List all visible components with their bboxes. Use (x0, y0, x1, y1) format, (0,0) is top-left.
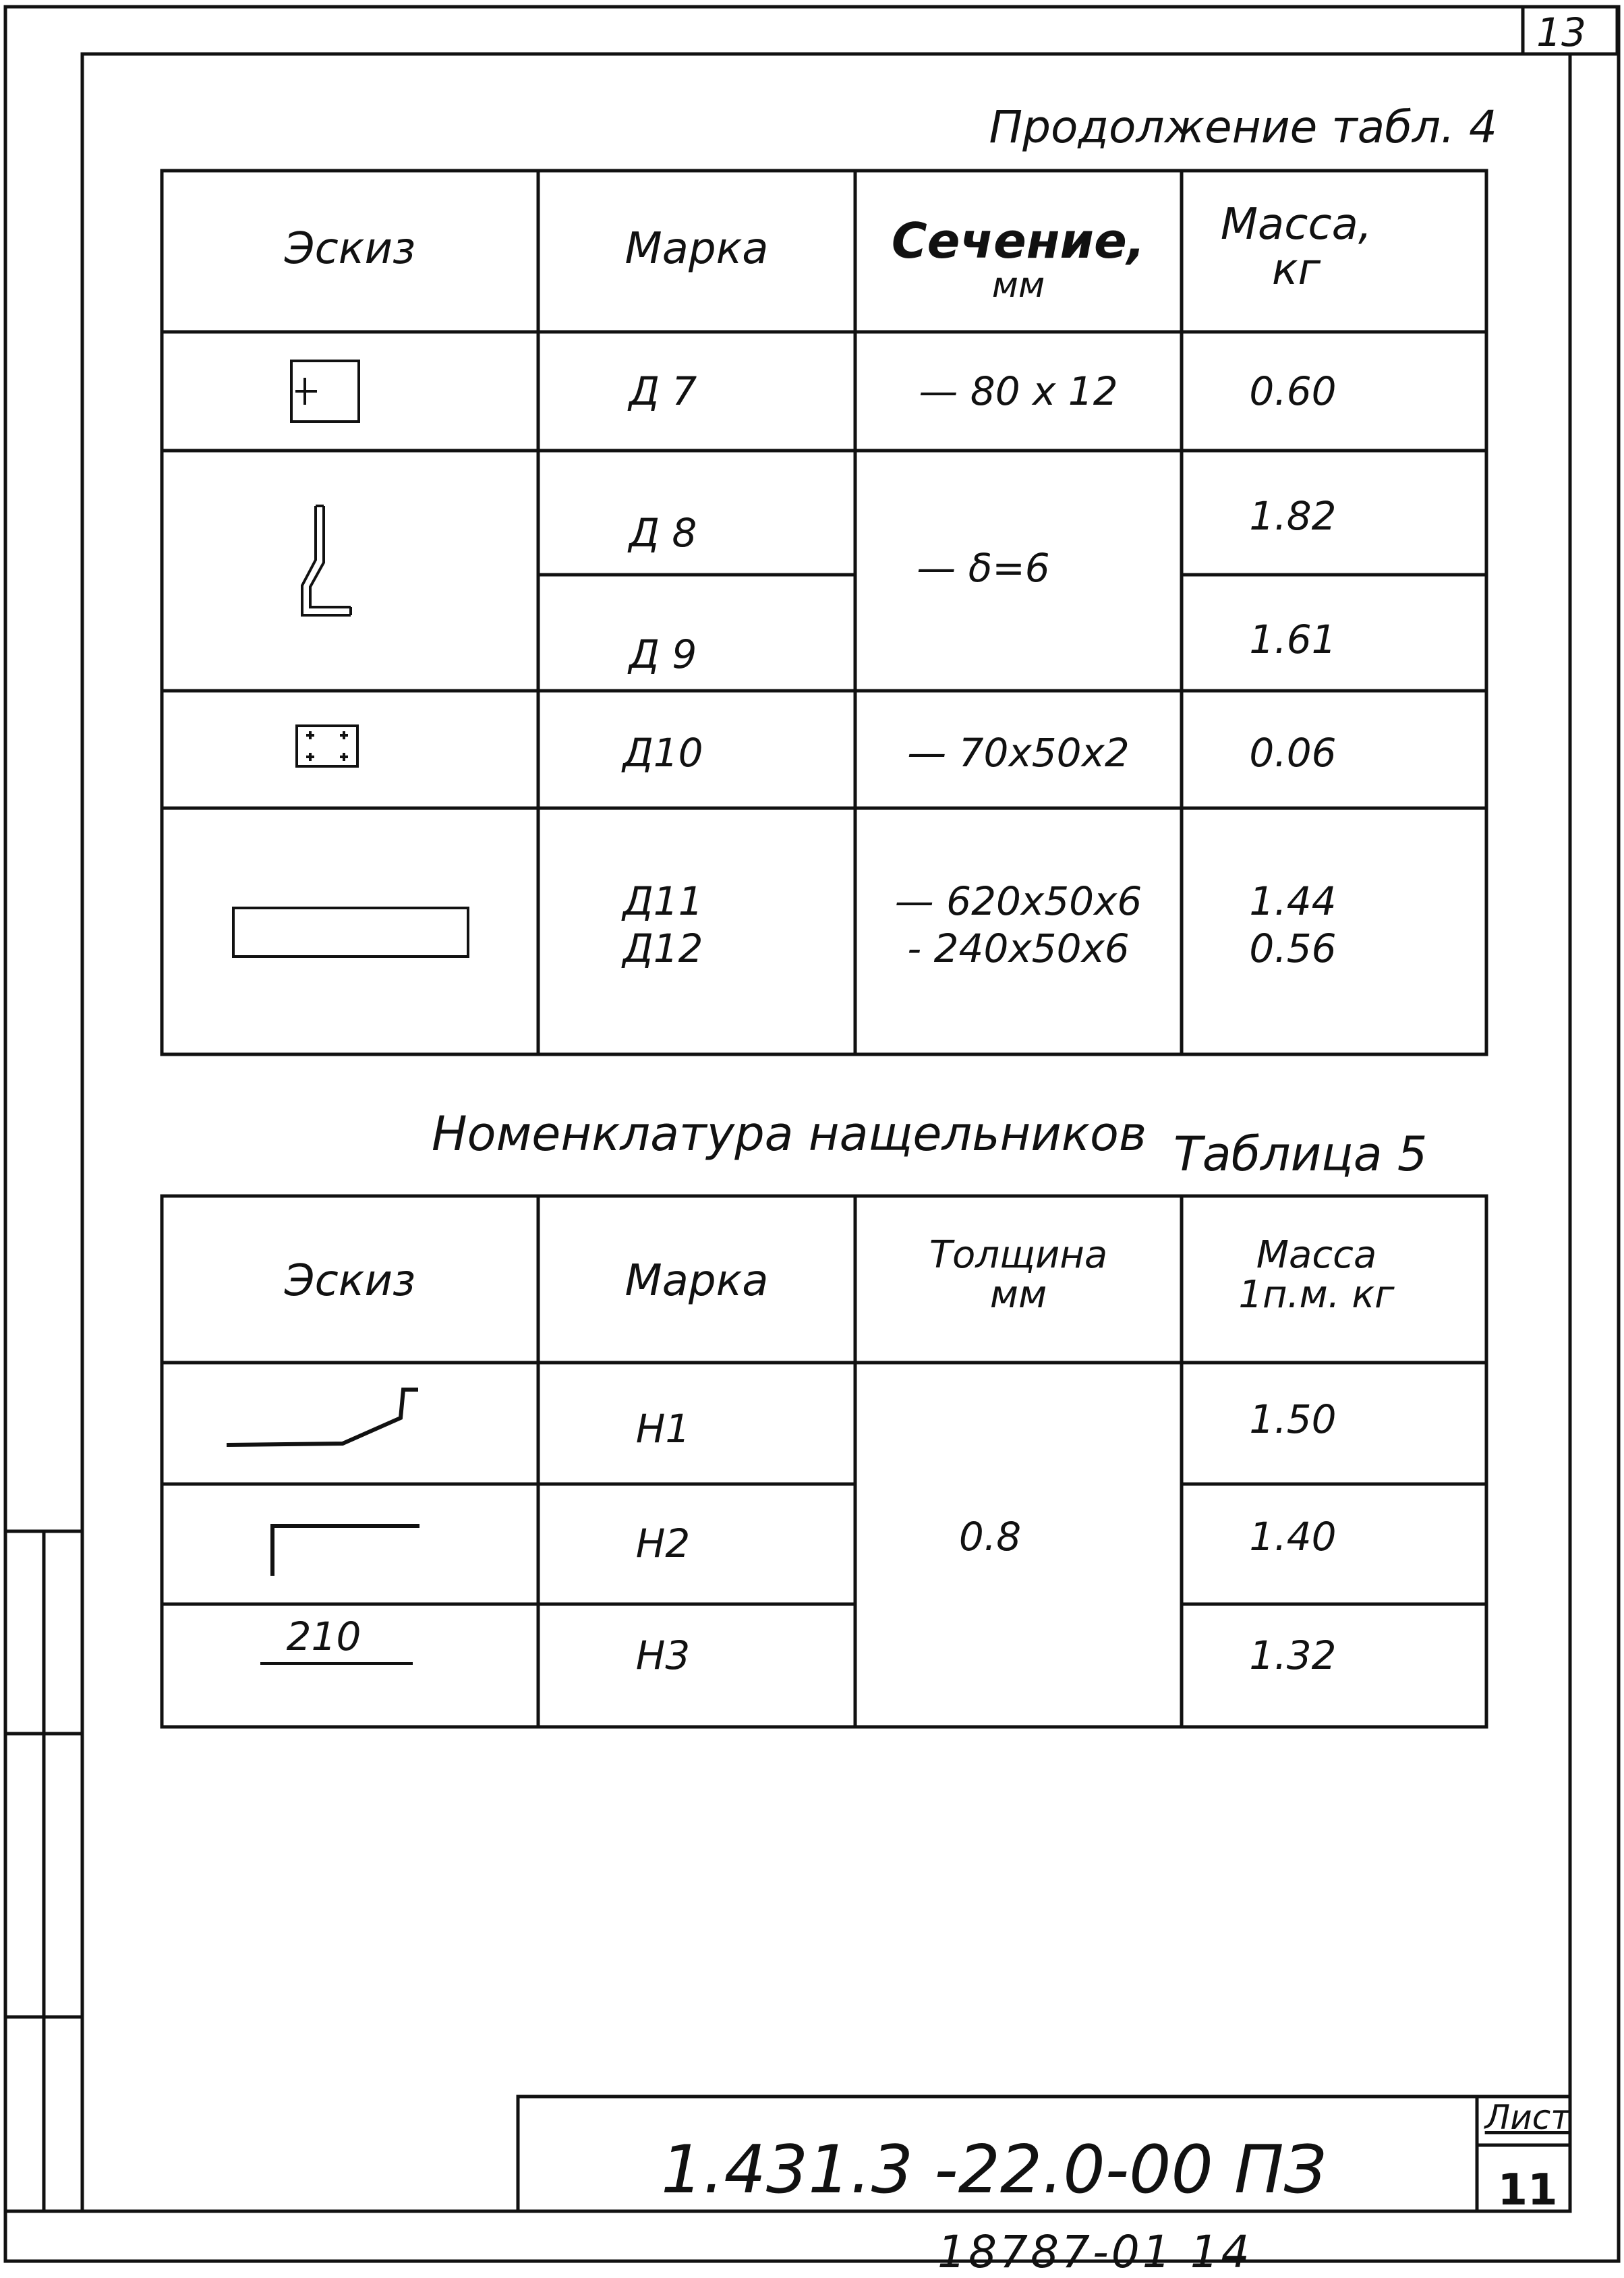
table4-header-mark: Марка (625, 224, 769, 274)
table4-row1-mark: Д 7 (629, 368, 697, 414)
table5-header-mass (1182, 1233, 1451, 1317)
table5-row2-mark: Н2 (635, 1520, 691, 1566)
table5-row1-mass: 1.50 (1249, 1396, 1337, 1442)
table4-header-section-unit: мм (991, 264, 1045, 306)
table5-row3-sketch-dimension: 210 (286, 1614, 361, 1659)
archive-number: 18787-01 14 (937, 2226, 1252, 2278)
table4-row1-section: — 80 х 12 (919, 368, 1118, 414)
document-code: 1.431.3 -22.0-00 ПЗ (661, 2132, 1327, 2209)
table4-row6-mass: 0.56 (1249, 926, 1337, 971)
table4-continuation-caption: Продолжение табл. 4 (989, 101, 1497, 153)
table5-header-mark: Марка (625, 1256, 769, 1306)
table5-row3-mass: 1.32 (1249, 1632, 1337, 1678)
table4-row5-section: — 620х50х6 (894, 878, 1142, 924)
table4-header-mass-unit: кг (1271, 245, 1321, 295)
table4-row4-section: — 70х50х2 (907, 730, 1130, 776)
plate-with-holes-icon (297, 726, 357, 766)
table5-header-sketch: Эскиз (284, 1256, 416, 1306)
table4-row6-mark: Д12 (622, 926, 703, 971)
table5-header-thickness-unit: мм (989, 1272, 1047, 1317)
table4-header-section (855, 212, 1182, 306)
table4-header-section-title: Сечение, (891, 212, 1146, 269)
bent-strip-icon (302, 506, 351, 615)
table4-row1-mass: 0.60 (1249, 368, 1337, 414)
square-plate-icon (291, 361, 359, 422)
table4-row2-section: — δ=6 (917, 545, 1050, 591)
table5-header-thickness-title: Толщина (929, 1233, 1108, 1277)
sheet-label: Лист (1484, 2098, 1571, 2137)
table4-row3-mark: Д 9 (629, 631, 697, 677)
table5-row1-mark: Н1 (635, 1406, 691, 1452)
table4-header-sketch: Эскиз (284, 224, 416, 274)
table4-row5-mass: 1.44 (1249, 878, 1337, 924)
z-flashing-icon (227, 1390, 418, 1445)
table5-header-mass-title: Масса (1256, 1233, 1377, 1277)
table5-header-mass-unit: 1п.м. кг (1238, 1272, 1395, 1317)
table5-thickness-value: 0.8 (958, 1514, 1022, 1560)
table4-row2-mass: 1.82 (1249, 493, 1337, 539)
table4-row5-mark: Д11 (622, 878, 703, 924)
table4-row4-mark: Д10 (622, 730, 703, 776)
table4-header-mass-title: Масса, (1220, 200, 1372, 250)
table5-row2-mass: 1.40 (1249, 1514, 1337, 1560)
table4-header-mass (1182, 202, 1411, 293)
table5-label: Таблица 5 (1173, 1127, 1428, 1182)
table4-row4-mass: 0.06 (1249, 730, 1337, 776)
table4-row3-mass: 1.61 (1249, 617, 1337, 662)
table5-title: Номенклатура нащельников (432, 1106, 1147, 1162)
sheet-number: 11 (1497, 2165, 1558, 2215)
long-strip-icon (233, 908, 468, 957)
table5-header-thickness (855, 1233, 1182, 1317)
page-number: 13 (1536, 9, 1586, 55)
angle-flashing-icon (272, 1526, 419, 1576)
table5-row3-mark: Н3 (635, 1632, 691, 1678)
table4-row6-section: - 240х50х6 (907, 926, 1130, 971)
table4-row2-mark: Д 8 (629, 510, 697, 556)
